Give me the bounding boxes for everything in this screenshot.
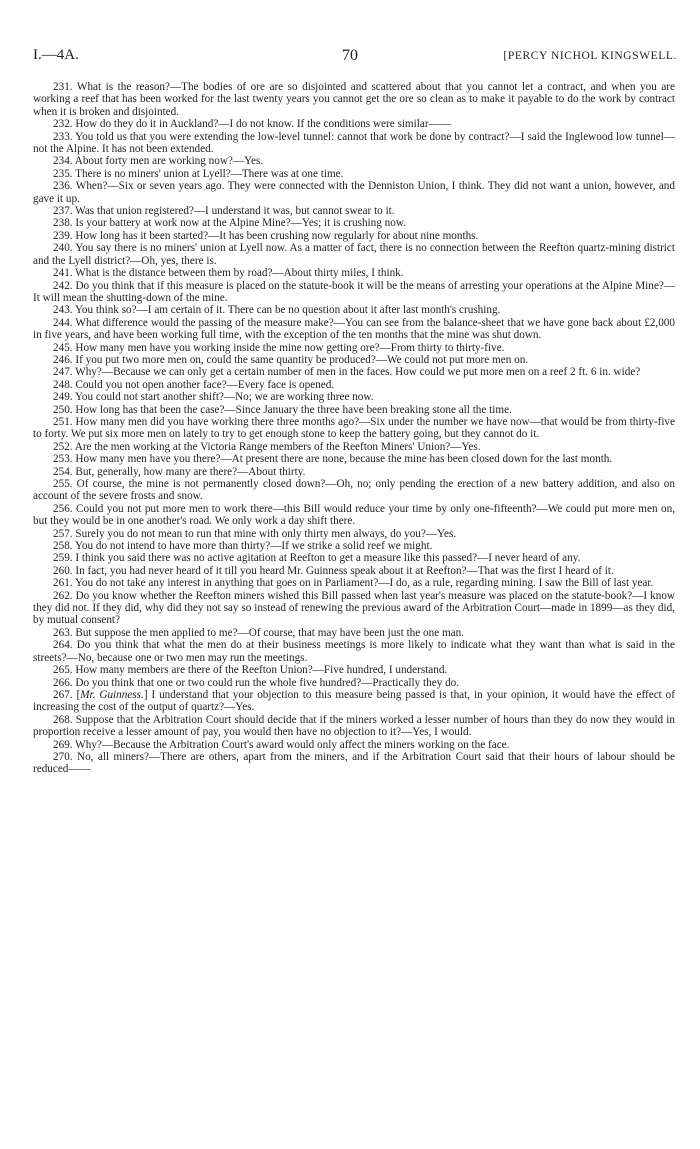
question-256: 256. Could you not put more men to work there—this Bill would reduce your time by only one-fifteenth?—We could put more men on, but they would be in one another's road. We only work a day shift there. (33, 502, 675, 528)
question-266: 266. Do you think that one or two could run the whole five hundred?—Practically they do. (53, 676, 460, 689)
question-269: 269. Why?—Because the Arbitration Court's award would only affect the miners working on the face. (53, 738, 510, 751)
question-231: 231. What is the reason?—The bodies of ore are so disjointed and scattered about that you cannot let a contract, and when you are working a reef that has been worked for the last twenty years you cannot get the ore so clean as to make it payable to do the work by contract when it is broken and disjointed. (33, 81, 675, 118)
question-245: 245. How many men have you working inside the mine now getting ore?—From thirty to thirty-five. (53, 341, 505, 354)
page-header (33, 47, 677, 67)
question-232: 232. How do they do it in Auckland?—I do not know. If the conditions were similar—— (53, 118, 451, 131)
question-257: 257. Surely you do not mean to run that mine with only thirty men always, do you?—Yes. (53, 527, 457, 540)
question-251: 251. How many men did you have working there three months ago?—Six under the number we have now—that would be from thirty-five to forty. We put six more men on lately to try to get enough stone to keep the battery going, but they cannot do it. (33, 415, 675, 441)
question-255: 255. Of course, the mine is not permanently closed down?—Oh, no; only pending the erection of a new battery addition, and also on account of the severe frosts and snow. (33, 478, 675, 503)
question-259: 259. I think you said there was no active agitation at Reefton to get a measure like this passed?—I never heard of any. (53, 552, 581, 565)
question-253: 253. How many men have you there?—At present there are none, because the mine has been closed down for the last month. (53, 453, 613, 466)
question-267: 267. [Mr. Guinness.] I understand that your objection to this measure being passed is that, in your opinion, it would have the effect of increasing the cost of the output of quartz?—Yes. (33, 688, 675, 714)
question-text: ] I understand that your objection to this measure being passed is that, in your opinion, it would have the effect of increasing the cost of the output of quartz?—Yes. (33, 688, 675, 714)
question-270: 270. No, all miners?—There are others, apart from the miners, and if the Arbitration Court said that their hours of labour should be reduced—— (33, 750, 675, 776)
witness-name-header: [PERCY NICHOL KINGSWELL. (503, 50, 677, 62)
evidence-body (33, 81, 675, 776)
speaker-name: Mr. Guinness. (80, 688, 144, 701)
question-234: 234. About forty men are working now?—Yes. (53, 155, 264, 168)
question-250: 250. How long has that been the case?—Since January the three have been breaking stone all the time. (53, 403, 512, 416)
question-268: 268. Suppose that the Arbitration Court should decide that if the miners worked a lesser number of hours than they do now they would in proportion receive a lesser amount of pay, you would then have no objection to it?—Yes, I would. (33, 713, 675, 739)
question-243: 243. You think so?—I am certain of it. There can be no question about it after last month's crushing. (53, 304, 501, 317)
page-number: 70 (342, 47, 358, 64)
question-252: 252. Are the men working at the Victoria Range members of the Reefton Miners' Union?—Yes. (53, 440, 481, 453)
question-246: 246. If you put two more men on, could the same quantity be produced?—We could not put more men on. (53, 353, 529, 366)
question-254: 254. But, generally, how many are there?—About thirty. (53, 465, 306, 478)
question-233: 233. You told us that you were extending the low-level tunnel: cannot that work be done by contract?—I said the Inglewood low tunnel—not the Alpine. It has not been extended. (33, 130, 675, 156)
question-262: 262. Do you know whether the Reefton miners wished this Bill passed when last year's measure was placed on the statute-book?—I know they did not. If they did, why did they not say so instead of renewing the previous award of the Arbitration Court—made in 1899—as they did, by mutual consent? (33, 589, 675, 627)
question-237: 237. Was that union registered?—I understand it was, but cannot swear to it. (53, 205, 395, 218)
question-239: 239. How long has it been started?—It has been crushing now regularly for about nine months. (53, 229, 479, 242)
question-240: 240. You say there is no miners' union at Lyell now. As a matter of fact, there is no connection between the Reefton quartz-mining district and the Lyell district?—Oh, yes, there is. (33, 242, 675, 267)
question-244: 244. What difference would the passing of the measure make?—You can see from the balance-sheet that we have gone back about £2,000 in five years, and have been working full time, with the exception of the ten months that the mine was shut down. (33, 316, 675, 342)
question-236: 236. When?—Six or seven years ago. They were connected with the Denniston Union, I think. They did not want a union, however, and gave it up. (33, 180, 675, 205)
question-260: 260. In fact, you had never heard of it till you heard Mr. Guinness speak about it at Reefton?—That was the first I heard of it. (53, 564, 614, 577)
question-235: 235. There is no miners' union at Lyell?—There was at one time. (53, 167, 344, 180)
question-261: 261. You do not take any interest in anything that goes on in Parliament?—I do, as a rule, regarding mining. I saw the Bill of last year. (53, 577, 654, 590)
question-number: 267. (53, 688, 73, 701)
question-258: 258. You do not intend to have more than thirty?—If we strike a solid reef we might. (53, 540, 433, 553)
question-265: 265. How many members are there of the Reefton Union?—Five hundred, I understand. (53, 664, 448, 677)
parliamentary-paper-reference: I.—4A. (33, 47, 79, 63)
question-248: 248. Could you not open another face?—Every face is opened. (53, 378, 335, 391)
question-247: 247. Why?—Because we can only get a certain number of men in the faces. How could we put more men on a reef 2 ft. 6 in. wide? (53, 366, 641, 379)
question-241: 241. What is the distance between them by road?—About thirty miles, I think. (53, 267, 404, 280)
question-249: 249. You could not start another shift?—No; we are working three now. (53, 391, 374, 404)
question-264: 264. Do you think that what the men do at their business meetings is more likely to indicate what they want than what is said in the streets?—No, because one or two men may run the meetings. (33, 639, 675, 664)
question-238: 238. Is your battery at work now at the Alpine Mine?—Yes; it is crushing now. (53, 217, 406, 230)
question-263: 263. But suppose the men applied to me?—Of course, that may have been just the one man. (53, 626, 465, 639)
question-242: 242. Do you think that if this measure is placed on the statute-book it will be the means of arresting your operations at the Alpine Mine?—It will mean the shutting-down of the mine. (33, 279, 675, 304)
